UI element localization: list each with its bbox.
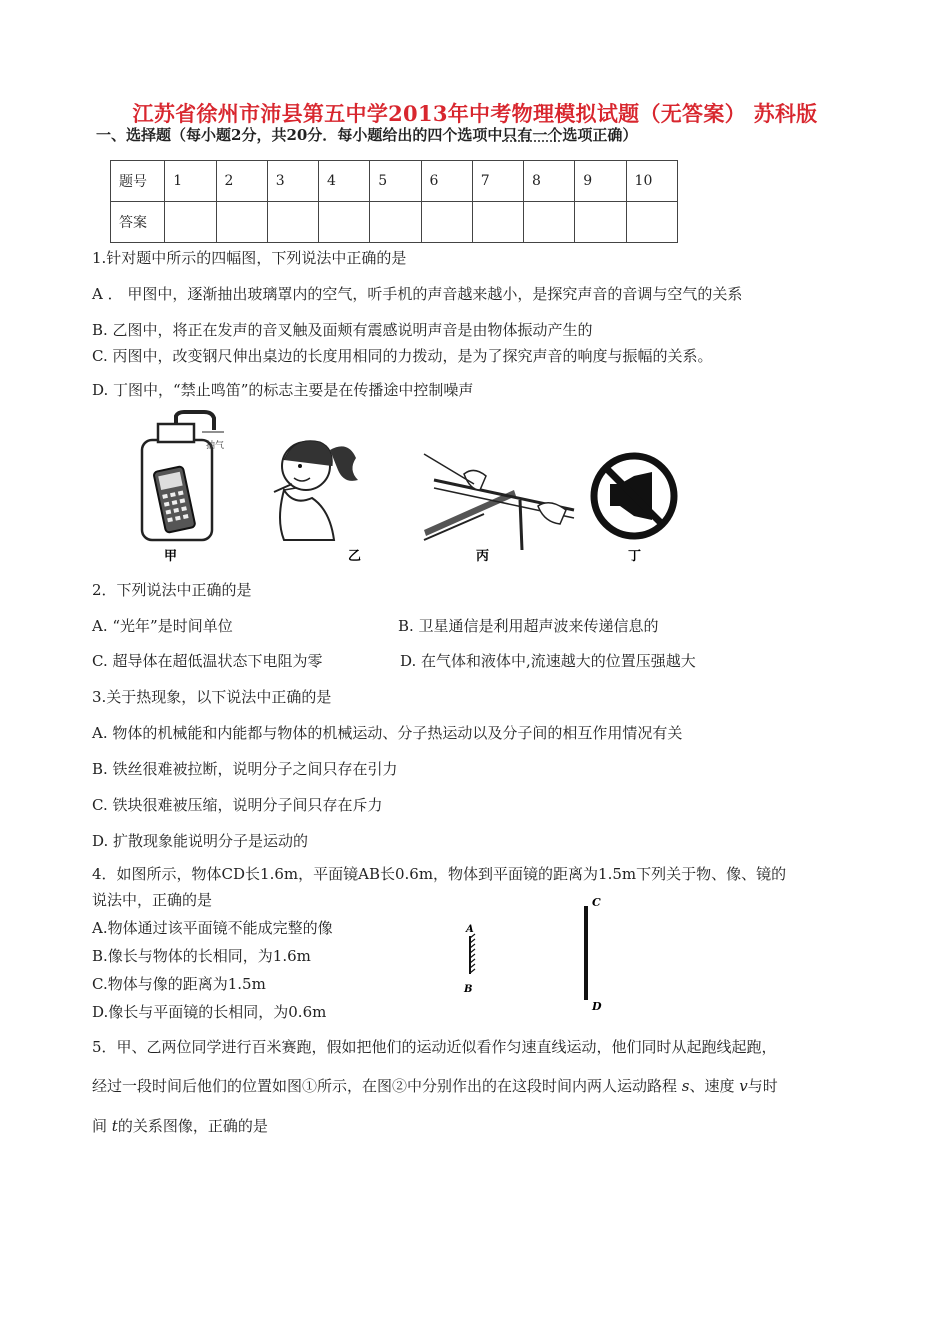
q5-line2: [92, 1076, 778, 1096]
answer-table-answer-row: [111, 202, 678, 243]
question-number-cell: 3: [267, 161, 318, 202]
answer-cell[interactable]: [575, 202, 626, 243]
q1-option-c: C. 丙图中，改变钢尺伸出桌边的长度用相同的力拨动，是为了探究声音的响度与振幅的关系。: [92, 347, 713, 365]
answer-cell[interactable]: [165, 202, 216, 243]
q5-line2-part3: 与时: [747, 1077, 778, 1095]
q2-option-a: A. “光年”是时间单位: [92, 617, 233, 635]
figure-label-bing: 丙: [476, 549, 490, 564]
answer-cell[interactable]: [421, 202, 472, 243]
section-heading: [96, 124, 637, 145]
answer-cell[interactable]: [524, 202, 575, 243]
question-number-cell: 10: [626, 161, 677, 202]
q3-option-c: C. 铁块很难被压缩，说明分子间只存在斥力: [92, 796, 383, 814]
q1-stem: 1.针对题中所示的四幅图，下列说法中正确的是: [92, 249, 407, 267]
answer-cell[interactable]: [319, 202, 370, 243]
q1-figures: [134, 410, 694, 568]
q5-line3-part2: 的关系图像，正确的是: [117, 1117, 268, 1135]
jar-label: 抽气: [206, 441, 225, 451]
q5-line3: [92, 1116, 268, 1136]
section-heading-emphasis: 只有一个: [502, 126, 563, 144]
q3-option-d: D. 扩散现象能说明分子是运动的: [92, 832, 309, 850]
q4-option-a: A.物体通过该平面镜不能成完整的像: [92, 919, 333, 937]
question-number-cell: 5: [370, 161, 421, 202]
q2-option-b: B. 卫星通信是利用超声波来传递信息的: [398, 617, 659, 635]
q4-option-b: B.像长与物体的长相同，为1.6m: [92, 947, 311, 965]
question-number-cell: 2: [216, 161, 267, 202]
mirror-label-a: A: [466, 924, 474, 935]
page-title: 江苏省徐州市沛县第五中学2013年中考物理模拟试题（无答案） 苏科版: [132, 101, 818, 126]
answer-table-row-label: 题号: [111, 161, 165, 202]
q3-option-b: B. 铁丝很难被拉断，说明分子之间只存在引力: [92, 760, 398, 778]
q1-option-a: A ． 甲图中，逐渐抽出玻璃罩内的空气，听手机的声音越来越小，是探究声音的音调与空气的关系: [92, 285, 743, 303]
q5-line2-part2: 、速度: [689, 1077, 740, 1095]
question-number-cell: 6: [421, 161, 472, 202]
q5-symbol-s: s: [681, 1077, 690, 1095]
figure-label-ding: 丁: [628, 549, 642, 564]
answer-cell[interactable]: [216, 202, 267, 243]
answer-cell[interactable]: [626, 202, 677, 243]
girl-tuning-fork-figure: [274, 441, 361, 564]
object-cd: [586, 896, 602, 1013]
q2-stem: 2．下列说法中正确的是: [92, 581, 252, 599]
answer-table-row-label: 答案: [111, 202, 165, 243]
q1-option-d: D. 丁图中，“禁止鸣笛”的标志主要是在传播途中控制噪声: [92, 381, 474, 399]
figure-label-yi: 乙: [348, 549, 362, 564]
question-number-cell: 8: [524, 161, 575, 202]
section-heading-suffix: 选项正确）: [562, 126, 638, 144]
q4-stem-line2: 说法中，正确的是: [92, 891, 213, 909]
q5-symbol-v: v: [739, 1077, 748, 1095]
mirror-object-figure: [458, 892, 618, 1017]
question-number-cell: 9: [575, 161, 626, 202]
q3-option-a: A. 物体的机械能和内能都与物体的机械运动、分子热运动以及分子间的相互作用情况有关: [92, 724, 683, 742]
q3-stem: 3.关于热现象，以下说法中正确的是: [92, 688, 332, 706]
answer-cell[interactable]: [472, 202, 523, 243]
q4-stem-line1: 4．如图所示，物体CD长1.6m，平面镜AB长0.6m，物体到平面镜的距离为1.5m下列关于物、像、镜的: [92, 865, 787, 883]
question-number-cell: 7: [472, 161, 523, 202]
object-label-d: D: [592, 1000, 602, 1013]
q5-line2-part1: 经过一段时间后他们的位置如图①所示，在图②中分别作出的在这段时间内两人运动路程: [92, 1077, 682, 1095]
object-label-c: C: [592, 896, 601, 909]
answer-cell[interactable]: [267, 202, 318, 243]
q1-option-b: B. 乙图中，将正在发声的音叉触及面颊有震感说明声音是由物体振动产生的: [92, 321, 593, 339]
mirror-label-b: B: [464, 984, 473, 995]
no-honking-sign-figure: [594, 456, 674, 564]
q5-line3-part1: 间: [92, 1117, 112, 1135]
question-number-cell: 1: [165, 161, 216, 202]
ruler-table-figure: [424, 454, 574, 564]
q4-option-d: D.像长与平面镜的长相同，为0.6m: [92, 1003, 327, 1021]
q2-option-c: C. 超导体在超低温状态下电阻为零: [92, 652, 323, 670]
q2-option-d: D. 在气体和液体中,流速越大的位置压强越大: [400, 652, 696, 670]
question-number-cell: 4: [319, 161, 370, 202]
bell-jar-phone-figure: [142, 412, 224, 564]
plane-mirror-ab: [463, 924, 475, 995]
section-heading-prefix: 一、选择题（每小题2分，共20分．每小题给出的四个选项中: [96, 126, 503, 144]
q5-line1: 5．甲、乙两位同学进行百米赛跑，假如把他们的运动近似看作匀速直线运动，他们同时从起跑线起跑，: [92, 1038, 777, 1056]
answer-table-number-row: [111, 161, 678, 202]
q5-symbol-t: t: [111, 1117, 118, 1135]
q4-option-c: C.物体与像的距离为1.5m: [92, 975, 266, 993]
figure-label-jia: 甲: [164, 549, 178, 564]
answer-table: [110, 160, 678, 243]
answer-cell[interactable]: [370, 202, 421, 243]
